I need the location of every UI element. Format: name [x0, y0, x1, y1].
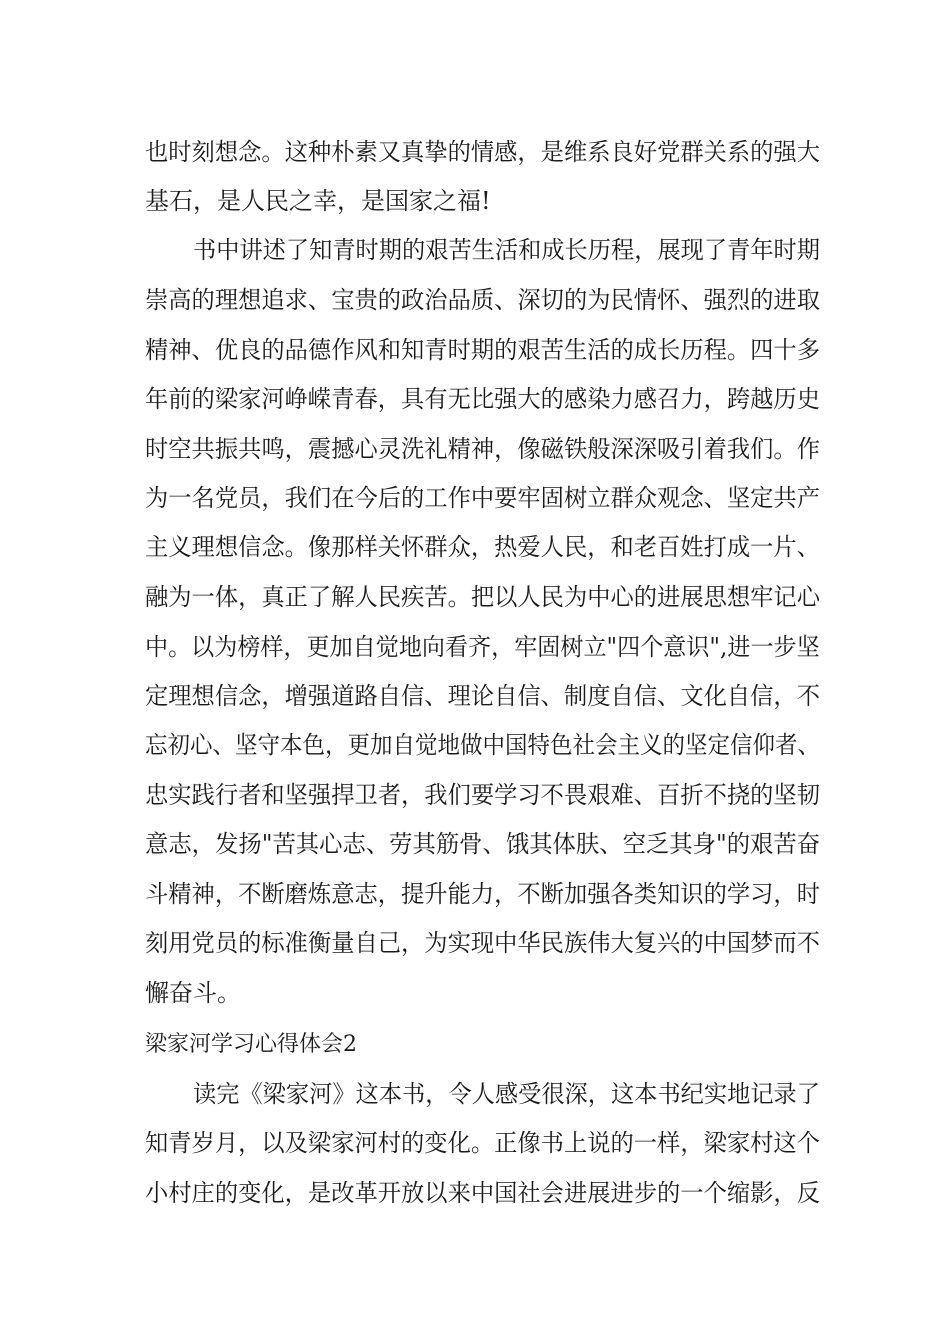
paragraph-line: 中。以为榜样，更加自觉地向看齐，牢固树立"四个意识",进一步坚 [145, 633, 820, 661]
paragraph-line: 斗精神，不断磨炼意志，提升能力，不断加强各类知识的学习，时 [145, 880, 820, 908]
paragraph-line: 意志，发扬"苦其心志、劳其筋骨、饿其体肤、空乏其身"的艰苦奋 [145, 830, 821, 858]
paragraph-line: 懈奋斗。 [145, 979, 241, 1007]
paragraph-line: 也时刻想念。这种朴素又真挚的情感，是维系良好党群关系的强大 [145, 138, 820, 166]
paragraph-line: 忘初心、坚守本色，更加自觉地做中国特色社会主义的坚定信仰者、 [145, 731, 820, 759]
paragraph-line: 定理想信念，增强道路自信、理论自信、制度自信、文化自信，不 [145, 682, 820, 710]
paragraph-line: 年前的梁家河峥嵘青春，具有无比强大的感染力感召力，跨越历史 [145, 385, 820, 413]
paragraph-line: 崇高的理想追求、宝贵的政治品质、深切的为民情怀、强烈的进取 [145, 286, 820, 314]
section-heading: 梁家河学习心得体会2 [145, 1032, 357, 1057]
paragraph-line: 时空共振共鸣，震撼心灵洗礼精神，像磁铁般深深吸引着我们。作 [145, 435, 820, 463]
paragraph-line: 忠实践行者和坚强捍卫者，我们要学习不畏艰难、百折不挠的坚韧 [145, 781, 820, 809]
paragraph-line: 读完《梁家河》这本书，令人感受很深，这本书纪实地记录了 [193, 1080, 821, 1108]
paragraph-line: 知青岁月，以及梁家河村的变化。正像书上说的一样，梁家村这个 [145, 1129, 820, 1157]
paragraph-line: 书中讲述了知青时期的艰苦生活和成长历程，展现了青年时期 [193, 236, 821, 264]
paragraph-line: 为一名党员，我们在今后的工作中要牢固树立群众观念、坚定共产 [145, 484, 820, 512]
paragraph-line: 小村庄的变化，是改革开放以来中国社会进展进步的一个缩影，反 [145, 1179, 820, 1207]
paragraph-line: 主义理想信念。像那样关怀群众，热爱人民，和老百姓打成一片、 [145, 533, 820, 561]
paragraph-line: 刻用党员的标准衡量自己，为实现中华民族伟大复兴的中国梦而不 [145, 929, 820, 957]
paragraph-line: 融为一体，真正了解人民疾苦。把以人民为中心的进展思想牢记心 [145, 583, 820, 611]
paragraph-line: 精神、优良的品德作风和知青时期的艰苦生活的成长历程。四十多 [145, 336, 820, 364]
paragraph-line: 基石，是人民之幸，是国家之福! [145, 187, 491, 215]
